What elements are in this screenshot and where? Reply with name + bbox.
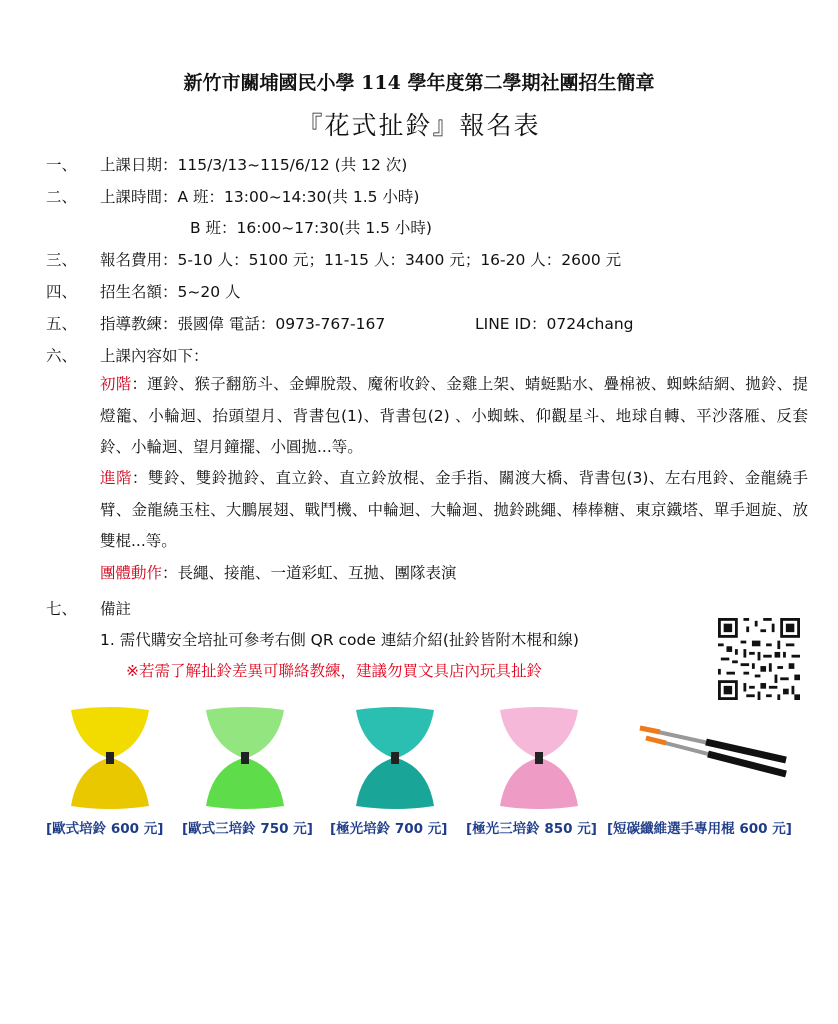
yellow-diabolo-image [65, 706, 155, 810]
item-number: 七、 [46, 600, 78, 618]
item-text: 上課時間：A 班：13:00~14:30(共 1.5 小時) [100, 188, 420, 206]
teal-diabolo-image [350, 706, 440, 810]
advanced-text: ：雙鈴、雙鈴拋鈴、直立鈴、直立鈴放棍、金手指、關渡大橋、背書包(3)、左右甩鈴、金龍繞手臂、金龍繞玉柱、大鵬展翅、戰鬥機、中輪迴、大輪迴、拋鈴跳繩、棒棒糖、東京鐵塔、單手迴旋、放雙棍...等。 [100, 469, 808, 550]
group-text: ：長繩、接龍、一道彩虹、互拋、團隊表演 [162, 564, 457, 582]
item-number: 二、 [46, 188, 78, 206]
pink-diabolo-image [494, 706, 584, 810]
item-text: 上課內容如下： [100, 347, 209, 365]
note-text: 1. 需代購安全培扯可參考右側 QR code 連結介紹(扯鈴皆附木棍和線) [100, 631, 579, 649]
warning-text: ※若需了解扯鈴差異可聯絡教練，建議勿買文具店內玩具扯鈴 [126, 662, 542, 680]
item-number: 五、 [46, 315, 78, 333]
item-number: 六、 [46, 347, 78, 365]
product-caption: [歐式培鈴 600 元] [46, 821, 164, 837]
item-number: 三、 [46, 251, 78, 269]
item-number: 四、 [46, 283, 78, 301]
beginner-section [100, 369, 808, 464]
item-text: 報名費用：5-10 人：5100 元；11-15 人：3400 元；16-20 人：2600 元 [100, 251, 622, 269]
qr-code[interactable] [718, 618, 800, 700]
group-label: 團體動作 [100, 564, 163, 582]
advanced-section [100, 463, 808, 558]
green-diabolo-image [200, 706, 290, 810]
item-text: B 班：16:00~17:30(共 1.5 小時) [190, 219, 432, 237]
item-text: 上課日期：115/3/13~115/6/12 (共 12 次) [100, 156, 408, 174]
item-text: 招生名額：5~20 人 [100, 283, 241, 301]
line-id: LINE ID：0724chang [475, 315, 634, 333]
product-caption: [極光三培鈴 850 元] [466, 821, 597, 837]
group-section [100, 558, 808, 590]
advanced-label: 進階 [100, 469, 132, 487]
item-number: 一、 [46, 156, 78, 174]
product-caption: [短碳纖維選手專用棍 600 元] [607, 821, 792, 837]
beginner-label: 初階 [100, 375, 132, 393]
beginner-text: ：運鈴、猴子翻筋斗、金蟬脫殼、魔術收鈴、金雞上架、蜻蜓點水、疊棉被、蜘蛛結網、拋鈴、提燈籠、小輪迴、抬頭望月、背書包(1)、背書包(2) 、小蜘蛛、仰觀星斗、地球自轉、平沙落雁、反套鈴、小輪迴、望月鐘擺、小圓拋...等。 [100, 375, 808, 456]
item-text: 指導教練：張國偉 電話：0973-767-167 [100, 315, 386, 333]
carbon-sticks-image [636, 720, 796, 790]
product-caption: [極光培鈴 700 元] [330, 821, 448, 837]
item-text: 備註 [100, 600, 132, 618]
product-caption: [歐式三培鈴 750 元] [182, 821, 313, 837]
form-subtitle: 『花式扯鈴』報名表 [297, 111, 541, 140]
document-title: 新竹市關埔國民小學 114 學年度第二學期社團招生簡章 [183, 72, 655, 94]
product-images [0, 700, 838, 810]
